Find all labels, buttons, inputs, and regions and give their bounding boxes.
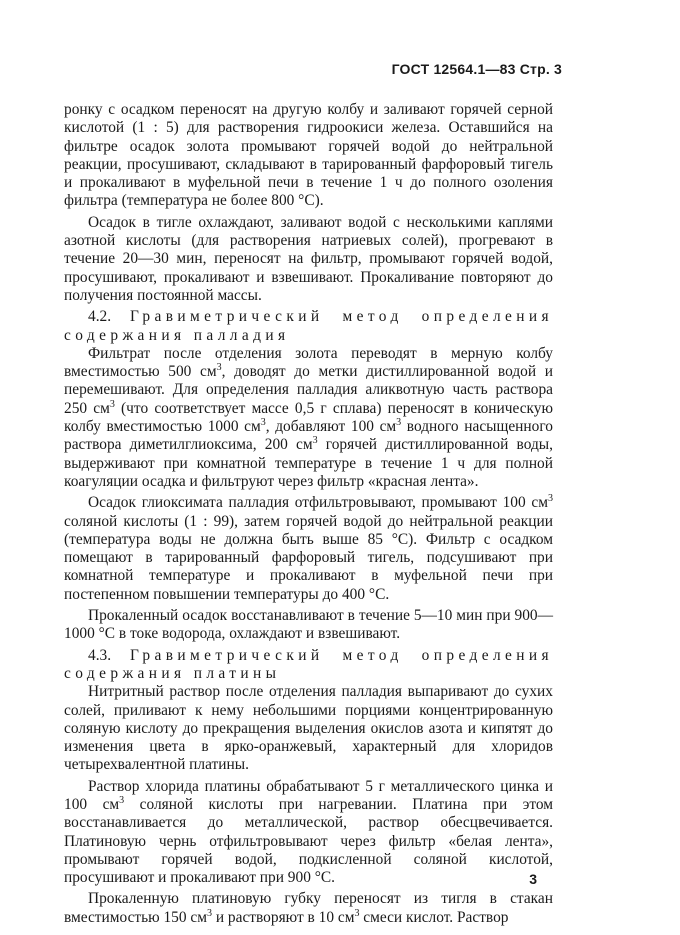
section-title: Гравиметрический метод определения содержания палладия [64,308,554,344]
body-text [64,101,553,927]
paragraph-4-2-filtrate: Фильтрат после отделения золота переводят в мерную колбу вместимостью 500 $см^3$, доводят до метки дистиллированной водой и перемешивают. Для определения палладия аликвотную часть раствора 250 $см^3$ (что соответствует массе 0,5 г сплава) переносят в коническую колбу вместимостью 1000 $см^3$, добавляют 100 $см^3$ водного насыщенного раствора диметилглиоксима, 200 $см^3$ горячей дистиллированной воды, выдерживают при комнатной температуре в течение 1 ч для полной коагуляции осадка и фильтруют через фильтр «красная лента». [64,344,553,490]
paragraph-4-3-nitrite: Нитритный раствор после отделения палладия выпаривают до сухих солей, приливают к нему небольшими порциями концентрированную соляную кислоту до прекращения выделения окислов азота и кипятят до изменения цвета в ярко-оранжевый, характерный для хлоридов четырехвалентной платины. [64,683,553,774]
section-number: 4.2. [88,308,112,326]
page-number: 3 [529,871,537,887]
section-heading-4-2 [64,308,553,345]
paragraph-4-1-calcination: Осадок в тигле охлаждают, заливают водой с несколькими каплями азотной кислоты (для растворения натриевых солей), прогревают в течение 20—30 мин, переносят на фильтр, промывают горячей водой, просушивают, прокаливают и взвешивают. Прокаливание повторяют до получения постоянной массы. [64,213,553,304]
running-header: ГОСТ 12564.1—83 Стр. 3 [391,61,562,77]
paragraph-4-2-glyoximate: Осадок глиоксимата палладия отфильтровывают, промывают 100 $см^3$ соляной кислоты (1 : 99), затем горячей водой до нейтральной реакции (температура воды не должна быть выше 85 °С). Фильтр с осадком помещают в тарированный фарфоровый тигель, подсушивают при комнатной температуре и прокаливают в муфельной печи при постепенном повышении температуры до 400 °С. [64,493,553,603]
paragraph-4-2-reduction: Прокаленный осадок восстанавливают в течение 5—10 мин при 900—1000 °С в токе водорода, охлаждают и взвешивают. [64,607,553,643]
section-title: Гравиметрический метод определения содержания платины [64,646,554,682]
paragraph-4-3-chloride: Раствор хлорида платины обрабатывают 5 г металлического цинка и 100 $см^3$ соляной кислоты при нагревании. Платина при этом восстанавливается до металлической, раствор обесцвечивается. Платиновую чернь отфильтровывают через фильтр «белая лента», промывают горячей водой, подкисленной соляной кислотой, просушивают и прокаливают при 900 °С. [64,777,553,887]
section-heading-4-3 [64,647,553,684]
paragraph-4-1-continuation: ронку с осадком переносят на другую колбу и заливают горячей серной кислотой (1 : 5) для растворения гидроокиси железа. Оставшийся на фильтре осадок золота промывают горячей водой до нейтральной реакции, просушивают, складывают в тарированный фарфоровый тигель и прокаливают в муфельной печи в течение 1 ч до полного озоления фильтра (температура не более 800 °С). [64,101,553,210]
section-number: 4.3. [88,646,112,664]
paragraph-4-3-sponge: Прокаленную платиновую губку переносят из тигля в стакан вместимостью 150 $см^3$ и растворяют в 10 $см^3$ смеси кислот. Раствор [64,890,553,926]
